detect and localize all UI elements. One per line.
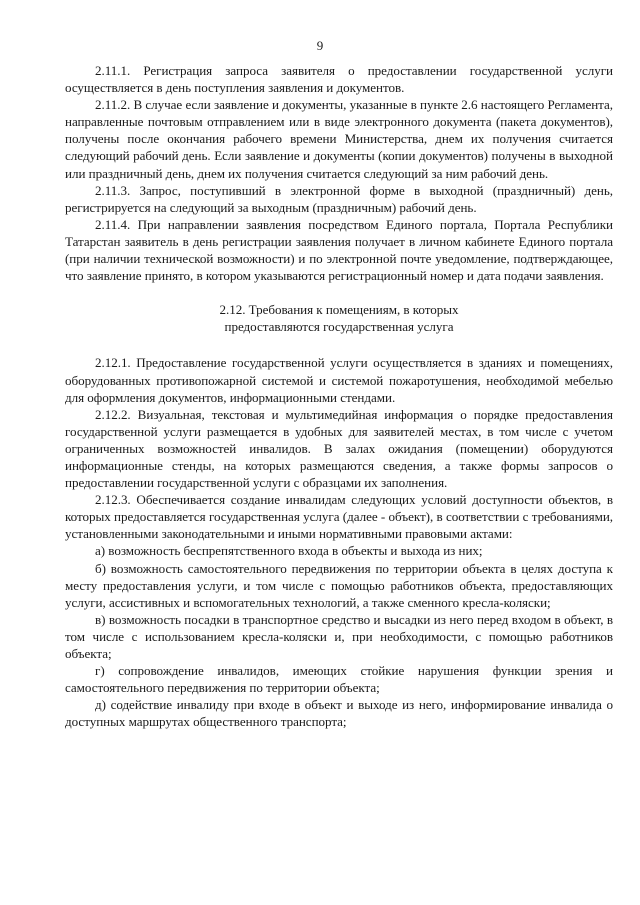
page-number: 9 [316, 38, 324, 53]
list-item-a: а) возможность беспрепятственного входа в объекты и выхода из них; [95, 543, 483, 559]
paragraph-2-11-4: 2.11.4. При направлении заявления посредством Единого портала, Портала Республики Татарстан заявитель в день регистрации заявления получает в личном кабинете Единого портала (при наличии технической возможности) и по электронной почте уведомление, подтверждающее, что заявление принято, в котором указываются регистрационный номер и дата подачи заявления. [65, 216, 613, 284]
paragraph-2-11-3: 2.11.3. Запрос, поступивший в электронной форме в выходной (праздничный) день, регистрируется на следующий за выходным (праздничным) рабочий день. [65, 182, 613, 215]
section-heading-line-1: 2.12. Требования к помещениям, в которых [219, 302, 459, 318]
list-item-g: г) сопровождение инвалидов, имеющих стойкие нарушения функции зрения и самостоятельного передвижения по территории объекта; [65, 663, 613, 696]
spacer [65, 335, 613, 354]
spacer [65, 284, 613, 301]
section-heading-line-2: предоставляются государственная услуга [224, 319, 454, 335]
paragraph-2-12-1: 2.12.1. Предоставление государственной услуги осуществляется в зданиях и помещениях, оборудованных противопожарной системой и системой пожаротушения, необходимой мебелью для оформления документов, информационными стендами. [65, 355, 613, 405]
paragraph-2-11-2: 2.11.2. В случае если заявление и документы, указанные в пункте 2.6 настоящего Регламента, направленные почтовым отправлением или в виде электронного документа (пакета документов), получены после окончания рабочего времени Министерства, днем их получения считается следующий рабочий день. Если заявление и документы (копии документов) получены в выходной или праздничный день, днем их получения считается следующий за ним рабочий день. [65, 97, 613, 181]
list-item-v: в) возможность посадки в транспортное средство и высадки из него перед входом в объект, в том числе с использованием кресла-коляски и, при необходимости, с помощью работников объекта; [65, 611, 613, 661]
paragraph-2-11-1: 2.11.1. Регистрация запроса заявителя о предоставлении государственной услуги осуществляется в день поступления заявления и документов. [65, 63, 613, 96]
list-item-d: д) содействие инвалиду при входе в объект и выходе из него, информирование инвалида о доступных маршрутах общественного транспорта; [65, 697, 613, 730]
paragraph-2-12-3: 2.12.3. Обеспечивается создание инвалидам следующих условий доступности объектов, в которых предоставляется государственная услуга (далее - объект), в соответствии с требованиями, установленными законодательными и иными нормативными правовыми актами: [65, 492, 613, 542]
document-body [65, 62, 613, 730]
paragraph-2-12-2: 2.12.2. Визуальная, текстовая и мультимедийная информация о порядке предоставления государственной услуги размещается в удобных для заявителей местах, в том числе с учетом ограниченных возможностей инвалидов. В залах ожидания (помещении) оборудуются информационные стенды, на которых размещаются сведения, а также формы запросов о предоставлении государственной услуги с образцами их заполнения. [65, 406, 613, 491]
list-item-b: б) возможность самостоятельного передвижения по территории объекта в целях доступа к месту предоставления услуги, и том числе с помощью работников объекта, предоставляющих услуги, ассистивных и вспомогательных технологий, а также сменного кресла-коляски; [65, 560, 613, 610]
